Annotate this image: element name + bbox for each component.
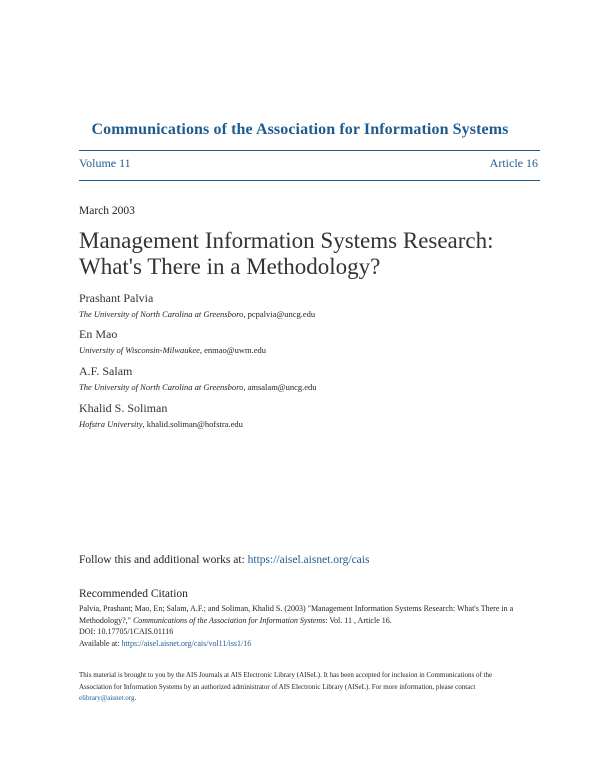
citation-journal: Communications of the Association for Information Systems xyxy=(132,615,326,625)
recommended-citation-heading: Recommended Citation xyxy=(79,588,188,600)
author-email: enmao@uwm.edu xyxy=(204,345,267,355)
author-affiliation: University of Wisconsin-Milwaukee, enmao@uwm.edu xyxy=(79,345,267,355)
author-affiliation: The University of North Carolina at Greensboro, pcpalvia@uncg.edu xyxy=(79,309,316,319)
author-institution: Hofstra University xyxy=(79,419,143,429)
author-institution: University of Wisconsin-Milwaukee xyxy=(79,345,200,355)
follow-link[interactable]: https://aisel.aisnet.org/cais xyxy=(247,554,370,566)
citation-text: Methodology?," xyxy=(79,615,133,625)
header-top-rule xyxy=(79,150,540,151)
author-email: khalid.soliman@hofstra.edu xyxy=(146,419,243,429)
follow-line xyxy=(79,554,369,566)
citation-line xyxy=(79,615,549,627)
follow-text: Follow this and additional works at: xyxy=(79,554,248,566)
paper-title-line-1: Management Information Systems Research: xyxy=(79,228,494,253)
volume-link[interactable]: Volume 11 xyxy=(79,156,131,170)
author-affiliation: Hofstra University, khalid.soliman@hofstra.edu xyxy=(79,419,243,429)
author-block xyxy=(79,401,243,429)
header-bottom-rule xyxy=(79,180,540,181)
author-name[interactable]: Prashant Palvia xyxy=(79,291,154,305)
paper-title xyxy=(79,228,549,280)
author-block xyxy=(79,364,317,392)
article-link[interactable]: Article 16 xyxy=(489,156,538,170)
journal-title[interactable]: Communications of the Association for Information Systems xyxy=(91,121,509,138)
citation-block xyxy=(79,603,549,649)
available-label: Available at: xyxy=(79,638,122,648)
paper-title-line-2: What's There in a Methodology? xyxy=(79,254,381,279)
footer-note xyxy=(79,670,539,705)
citation-doi: DOI: 10.17705/1CAIS.01116 xyxy=(79,627,174,636)
author-block xyxy=(79,327,266,355)
author-institution: The University of North Carolina at Greensboro xyxy=(79,382,244,392)
author-affiliation: The University of North Carolina at Greensboro, amsalam@uncg.edu xyxy=(79,382,317,392)
footer-line: Association for Information Systems by an authorized administrator of AIS Electronic Library (AISeL). For more information, please contact xyxy=(79,682,476,691)
citation-available xyxy=(79,638,549,650)
author-name[interactable]: Khalid S. Soliman xyxy=(79,401,168,415)
author-email: pcpalvia@uncg.edu xyxy=(247,309,316,319)
citation-line: Palvia, Prashant; Mao, En; Salam, A.F.; and Soliman, Khalid S. (2003) "Management Information Systems Research: What's There in a xyxy=(79,604,514,613)
author-name[interactable]: A.F. Salam xyxy=(79,364,133,378)
author-block xyxy=(79,291,315,319)
footer-text: . xyxy=(134,694,137,702)
author-institution: The University of North Carolina at Greensboro xyxy=(79,309,244,319)
author-email: amsalam@uncg.edu xyxy=(247,382,317,392)
publication-date: March 2003 xyxy=(79,205,135,217)
citation-text: : Vol. 11 , Article 16. xyxy=(325,615,392,625)
author-name[interactable]: En Mao xyxy=(79,327,118,341)
footer-email-link[interactable]: elibrary@aisnet.org xyxy=(79,694,135,702)
available-link[interactable]: https://aisel.aisnet.org/cais/vol11/iss1/16 xyxy=(121,638,252,648)
footer-line xyxy=(79,693,539,705)
footer-line: This material is brought to you by the AIS Journals at AIS Electronic Library (AISeL). It has been accepted for inclusion in Communications of the xyxy=(79,671,493,679)
